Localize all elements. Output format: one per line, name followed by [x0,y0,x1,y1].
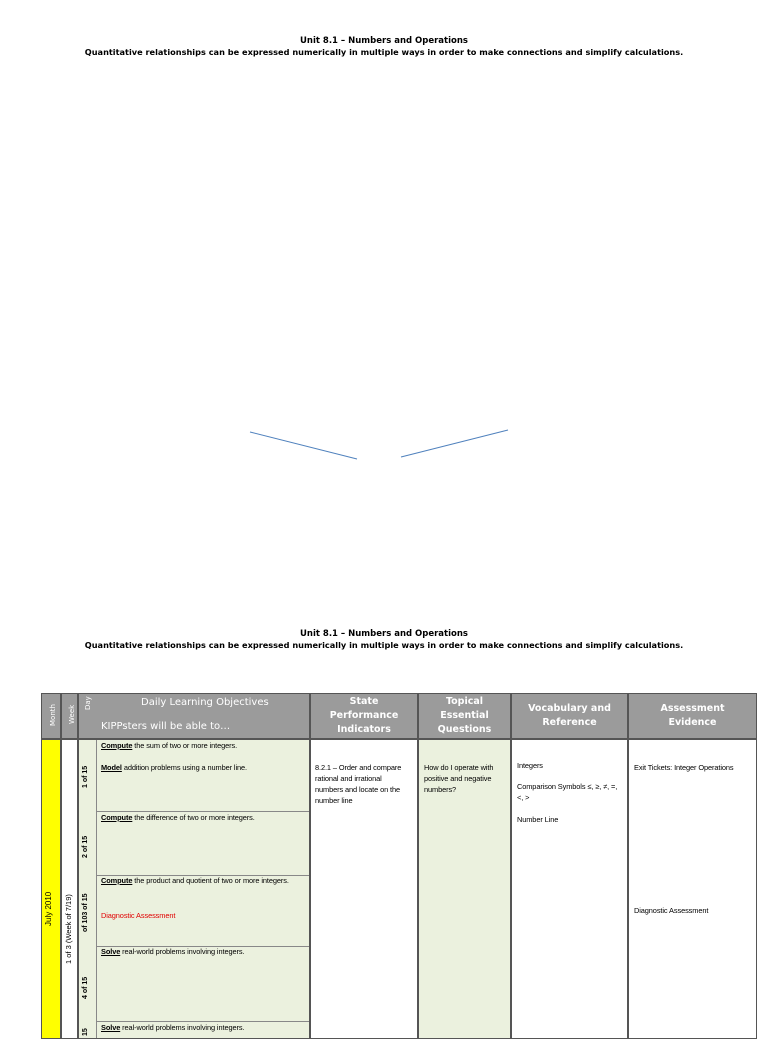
header-objectives-cell [78,693,310,739]
objective-5: Solve real-world problems involving integers. [101,947,245,956]
connector-line-left [250,432,357,459]
spi-cell [310,739,418,1039]
unit-subtitle-repeat: Quantitative relationships can be expressed numerically in multiple ways in order to make connections and simplify calculations. [84,640,684,650]
vocab-cell [511,739,628,1039]
header-month-cell [41,693,61,739]
connector-line-right [401,430,508,457]
header-spi: State Performance Indicators [310,693,418,739]
assessment-cell [628,739,757,1039]
day-label-4: 4 of 15 [82,976,89,999]
month-cell [41,739,61,1039]
objective-6: Solve real-world problems involving integers. [101,1023,245,1032]
objective-1: Compute the sum of two or more integers. [101,741,238,750]
day-column-divider [96,740,97,1038]
header-assessment: Assessment Evidence [628,693,757,739]
header-week: Week [68,704,76,724]
header-questions: Topical Essential Questions [418,693,511,739]
day-label-1: 1 of 15 [82,765,89,788]
objective-2: Model addition problems using a number line. [101,763,247,772]
day-label-3: of 103 of 15 [82,893,89,932]
assessment-exit: Exit Tickets: Integer Operations [634,763,734,772]
header-month: Month [49,704,57,726]
week-cell [61,739,78,1039]
objective-4: Compute the product and quotient of two or more integers. [101,876,289,885]
month-value: July 2010 [44,891,53,926]
objective-diagnostic: Diagnostic Assessment [101,911,176,920]
header-week-cell [61,693,78,739]
week-value: 1 of 3 (Week of 7/19) [64,894,73,964]
header-objectives-sub: KIPPsters will be able to… [101,721,231,732]
questions-cell [418,739,511,1039]
unit-subtitle: Quantitative relationships can be expressed numerically in multiple ways in order to make connections and simplify calculations. [84,47,684,57]
assessment-diagnostic: Diagnostic Assessment [634,906,709,915]
question-text: How do I operate with positive and negative numbers? [424,763,494,794]
header-vocab: Vocabulary and Reference [511,693,628,739]
day-label-2: 2 of 15 [82,835,89,858]
unit-title: Unit 8.1 – Numbers and Operations [300,36,468,46]
unit-header-bottom [0,629,768,651]
vocab-comparison: Comparison Symbols ≤, ≥, ≠, =, <, > [517,782,618,802]
header-day: Day [84,696,92,710]
unit-title-repeat: Unit 8.1 – Numbers and Operations [300,629,468,639]
objective-3: Compute the difference of two or more integers. [101,813,255,822]
vocab-number-line: Number Line [517,815,559,824]
spi-text: 8.2.1 – Order and compare rational and irrational numbers and locate on the number line [315,763,402,805]
curriculum-table [41,693,757,1036]
objectives-cell [78,739,310,1039]
vocab-integers: Integers [517,761,543,770]
day-label-5: 15 [82,1028,89,1036]
header-objectives-title: Daily Learning Objectives [141,697,269,708]
